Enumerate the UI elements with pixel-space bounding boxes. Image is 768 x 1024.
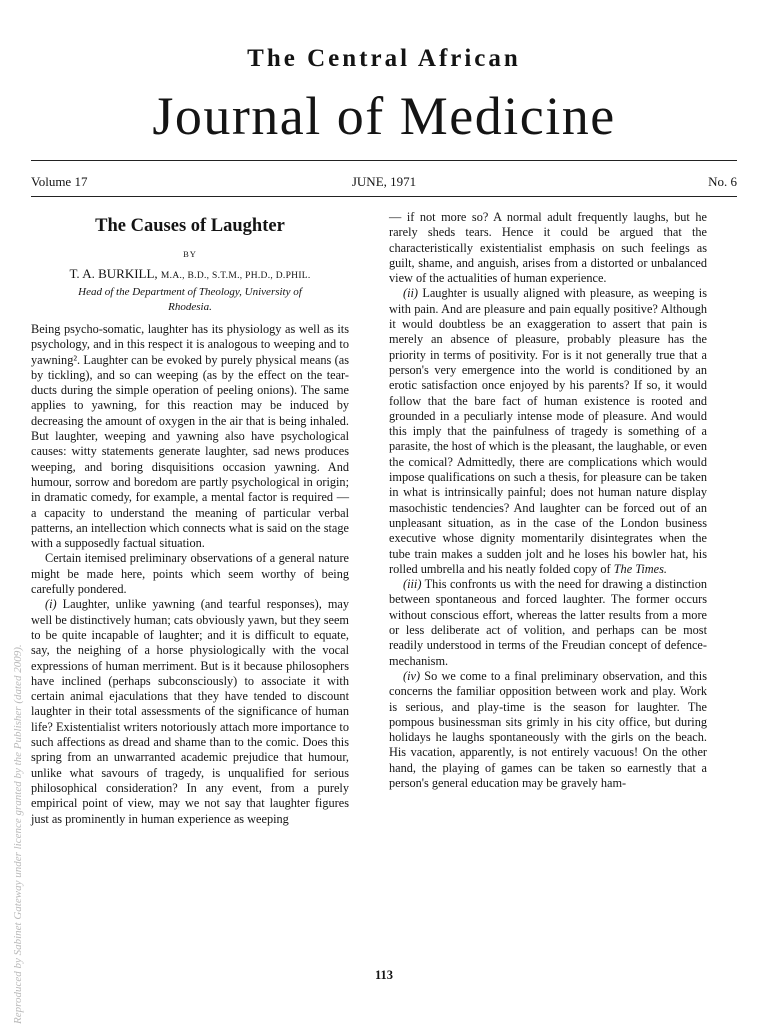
paragraph: Being psycho-somatic, laughter has its physiology as well as its psychology, and in this respect it is analogous to weeping and to yawning². Laughter can be evoked by purely physical means (as by tickling), and so can weeping (as by the effect on the tear-ducts during the simple operation of peeling onions). The same applies to yawning, for this reaction may be induced by decreasing the amount of oxygen in the air that is being inhaled. But laughter, weeping and yawning also have psychological causes: witty statements generate laughter, sad news produces weeping, and boring disquisitions occasion yawning. And humour, sorrow and boredom are partly psychological in origin; in dramatic comedy, for example, a mental factor is required — a capacity to understand the meaning of particular verbal patterns, an intellection which connects what is said on the stage with a supposedly factual situation.: [31, 322, 349, 551]
paragraph-text: This confronts us with the need for drawing a distinction between spontaneous and forced laughter. The former occurs without conscious effort, whereas the latter results from a more or less deliberate act of volition, and perhaps can be most readily understood in terms of the Freudian concept of defence-mechanism.: [389, 577, 707, 668]
roman-numeral: (i): [45, 597, 57, 612]
journal-title-line1: The Central African: [247, 45, 521, 72]
journal-title-line2: Journal of Medicine: [152, 86, 616, 146]
paragraph-text: Laughter is usually aligned with pleasure, as weeping is with pain. And are pleasure and pain equally positive? Although it would doubtless be an exaggeration to assert that pain is merely an absence of pleasure, probably pleasure has the priority in terms of positivity. For is it not generally true that a person's very emergence into the world is conditioned by an erotic satisfaction once enjoyed by his parents? If so, it would follow that the bare fact of human existence is rooted and grounded in a peculiarly intense mode of pleasure. And would this imply that the painfulness of tragedy is something of a parasite, the host of which is the pleasant, the laughable, or even the comical? Admittedly, there are complications which would impose qualifications on such a thesis, for pleasure can be taken in what is intrinsically painful; does not human nature display masochistic tendencies? And laughter can be forced out of an unpleasant situation, as in the case of the London business executive whose dignity momentarily disintegrates when the tube train makes a sudden jolt and he loses his bowler hat, his rolled umbrella and his neatly folded copy of: [389, 286, 707, 576]
paragraph-text: So we come to a final preliminary observation, and this concerns the familiar opposition between work and play. Work is serious, and play-time is the season for laughter. The pompous businessman sits grimly in his city office, but during holidays he laughs spontaneously with the girls on the beach. His vacation, apparently, is not entirely vacuous! On the other hand, the playing of games can be taken so earnestly that a person's general education may be gravely ham-: [389, 668, 707, 790]
issue-volume: Volume 17: [31, 174, 88, 189]
page-number: 113: [374, 968, 394, 982]
byline-by: BY: [183, 249, 197, 259]
paragraph: Certain itemised preliminary observations of a general nature might be made here, points which seem worthy of being carefully pondered.: [31, 551, 349, 597]
paragraph: — if not more so? A normal adult frequently laughs, but he rarely sheds tears. Hence it could be argued that the characteristically existentialist emphasis on such feelings as guilt, shame, and anguish, arises from a distorted or unbalanced view of the actualities of human experience.: [389, 210, 707, 286]
author-affiliation: [31, 285, 349, 315]
article-title: The Causes of Laughter: [95, 216, 285, 236]
issue-date: JUNE, 1971: [351, 174, 417, 189]
issue-number: No. 6: [708, 174, 737, 189]
paragraph: [389, 577, 707, 669]
author-name: T. A. BURKILL,: [69, 266, 158, 281]
paragraph: [389, 669, 707, 791]
author: [31, 265, 349, 285]
paragraph-text: Laughter, unlike yawning (and tearful responses), may well be distinctively human; cats obviously yawn, but they seem to be quite incapable of laughter; and it is difficult to equate, say, the neighing of a horse physiologically with the vocal expressions of human merriment. But is it because philosophers have inclined (perhaps subconsciously) to associate it with certain animal ejaculations that they have tended to discount laughter in their total assessments of the significance of human life? Existentialist writers notoriously attach more importance to such affections as dread and shame than to the comic. Does this spring from an unwarranted academic prejudice that humour, unlike what savours of tragedy, is unqualified for serious philosophical consideration? In any event, from a purely empirical point of view, may we not say that laughter figures just as prominently in human experience as weeping: [31, 597, 349, 826]
right-column: [389, 210, 707, 791]
roman-numeral: (iv): [403, 668, 421, 683]
reproduction-watermark: Reproduced by Sabinet Gateway under licence granted by the Publisher (dated 2009).: [12, 644, 24, 1024]
newspaper-title: The Times.: [613, 561, 667, 576]
header-rule-bottom: [31, 196, 737, 197]
roman-numeral: (iii): [403, 577, 422, 592]
paragraph: [389, 286, 707, 577]
affiliation-line2: Rhodesia.: [168, 301, 212, 313]
left-column: [31, 322, 349, 827]
affiliation-line1: Head of the Department of Theology, University of: [78, 286, 302, 298]
roman-numeral: (ii): [403, 286, 419, 301]
header-rule-top: [31, 160, 737, 161]
author-degrees: M.A., B.D., S.T.M., PH.D., D.PHIL.: [160, 271, 311, 281]
paragraph: [31, 597, 349, 826]
